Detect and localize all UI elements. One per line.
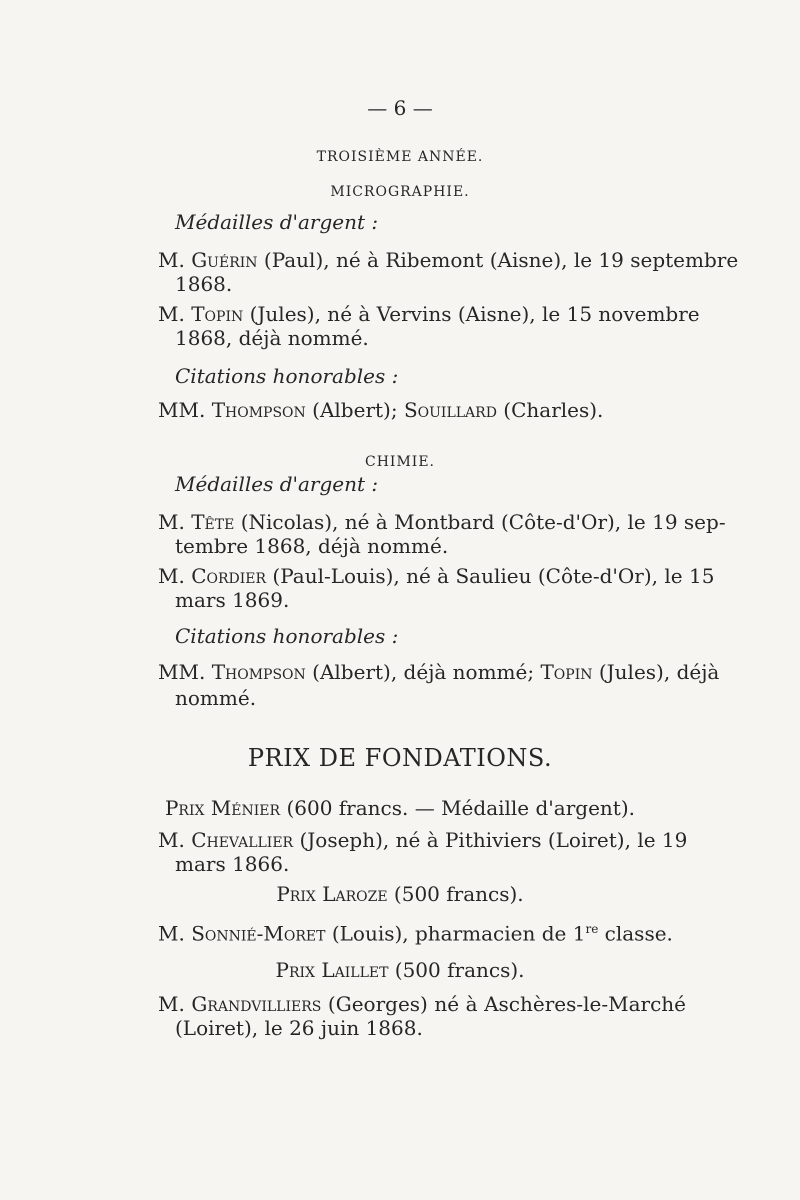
title-prefix: M. xyxy=(158,302,185,326)
entry-text: (Albert), déjà nommé; xyxy=(312,660,535,684)
micro-entry-1 xyxy=(158,248,739,272)
micro-entry-1-cont: 1868. xyxy=(175,272,233,296)
entry-text: (Louis), pharmacien de 1 xyxy=(331,921,586,946)
micro-medals-label: Médailles d'argent : xyxy=(175,210,379,234)
laureate-name: Thompson xyxy=(211,398,306,422)
entry-text: (Albert); xyxy=(312,398,398,422)
micro-citation-1 xyxy=(158,398,603,422)
title-prefix: M. xyxy=(158,564,185,588)
title-prefix: M. xyxy=(158,992,185,1016)
entry-text: (Charles). xyxy=(503,398,604,422)
title-prefix: MM. xyxy=(158,660,206,684)
prix-laroze-title xyxy=(0,882,800,906)
laureate-name: Sonnié-Moret xyxy=(191,921,326,946)
chimie-citations-label: Citations honorables : xyxy=(175,624,399,648)
chimie-citation-1-cont: nommé. xyxy=(175,686,257,710)
prix-details: (600 francs. — Médaille d'argent). xyxy=(286,796,636,820)
laillet-entry xyxy=(158,992,686,1016)
chimie-entry-2-cont: mars 1869. xyxy=(175,588,290,612)
micro-entry-2-cont: 1868, déjà nommé. xyxy=(175,326,369,350)
entry-text: (Jules), déjà xyxy=(598,660,720,684)
chimie-citation-1 xyxy=(158,660,720,684)
prix-name: Laroze xyxy=(322,882,388,906)
menier-entry xyxy=(158,828,686,852)
laureate-name: Topin xyxy=(191,302,244,326)
prix-label: Prix xyxy=(276,882,316,906)
laureate-name: Thompson xyxy=(211,660,306,684)
title-prefix: M. xyxy=(158,248,185,272)
prix-fondations-heading: PRIX DE FONDATIONS. xyxy=(247,744,553,772)
prix-menier-title xyxy=(0,796,800,820)
entry-text: (Georges) né à Aschères-le-Marché xyxy=(327,992,687,1016)
title-prefix: M. xyxy=(158,828,185,852)
ordinal-superscript: re xyxy=(585,922,599,936)
prix-laillet-title xyxy=(0,958,800,982)
prix-label: Prix xyxy=(164,796,205,820)
laureate-name: Souillard xyxy=(403,398,497,422)
laureate-name: Grandvilliers xyxy=(191,992,322,1016)
subsection-heading-micrographie: MICROGRAPHIE. xyxy=(330,184,470,200)
laroze-entry xyxy=(158,917,673,946)
subsection-heading-chimie: CHIMIE. xyxy=(365,454,435,470)
entry-text: (Joseph), né à Pithiviers (Loiret), le 19 xyxy=(299,828,688,852)
title-prefix: M. xyxy=(158,510,185,534)
chimie-entry-2 xyxy=(158,564,715,588)
micro-entry-2 xyxy=(158,302,700,326)
chimie-entry-1 xyxy=(158,510,726,534)
laureate-name: Tête xyxy=(191,510,235,534)
section-heading-year: TROISIÈME ANNÉE. xyxy=(316,149,484,165)
menier-entry-cont: mars 1866. xyxy=(175,852,290,876)
laureate-name: Guérin xyxy=(191,248,258,272)
entry-text: classe. xyxy=(604,921,673,946)
entry-text: (Nicolas), né à Montbard (Côte-d'Or), le 19 sep- xyxy=(240,510,726,534)
prix-name: Ménier xyxy=(210,796,281,820)
laillet-entry-cont: (Loiret), le 26 juin 1868. xyxy=(175,1016,423,1040)
entry-text: (Paul), né à Ribemont (Aisne), le 19 septembre xyxy=(263,248,739,272)
laureate-name: Cordier xyxy=(191,564,267,588)
page-number: — 6 — xyxy=(367,96,433,120)
prix-name: Laillet xyxy=(321,958,389,982)
prix-details: (500 francs). xyxy=(394,958,525,982)
entry-text: (Paul-Louis), né à Saulieu (Côte-d'Or), le 15 xyxy=(272,564,715,588)
micro-citations-label: Citations honorables : xyxy=(175,364,399,388)
chimie-medals-label: Médailles d'argent : xyxy=(175,472,379,496)
prix-details: (500 francs). xyxy=(393,882,524,906)
title-prefix: M. xyxy=(158,921,185,946)
chimie-entry-1-cont: tembre 1868, déjà nommé. xyxy=(175,534,449,558)
laureate-name: Chevallier xyxy=(191,828,294,852)
title-prefix: MM. xyxy=(158,398,206,422)
entry-text: (Jules), né à Vervins (Aisne), le 15 novembre xyxy=(249,302,700,326)
prix-label: Prix xyxy=(275,958,315,982)
laureate-name: Topin xyxy=(540,660,593,684)
